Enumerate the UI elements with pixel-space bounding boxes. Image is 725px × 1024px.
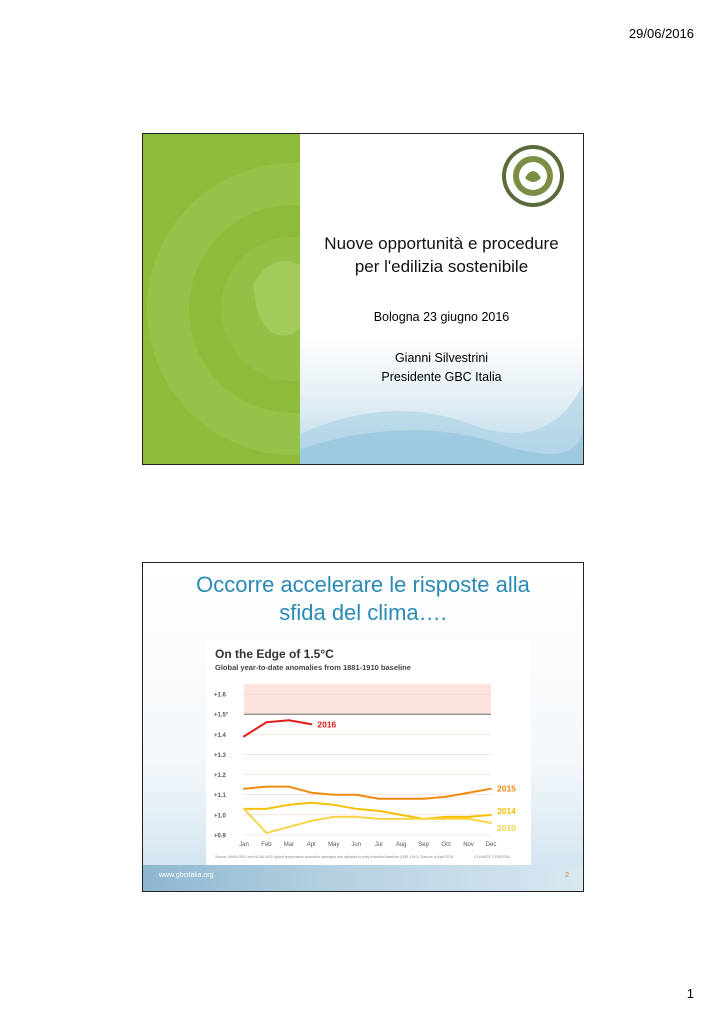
slide-title bbox=[143, 571, 583, 627]
footer-url: www.gbcitalia.org bbox=[159, 872, 214, 879]
x-tick-label: Sep bbox=[418, 842, 429, 848]
series-label: 2014 bbox=[497, 805, 516, 816]
y-tick-label: +1.1 bbox=[214, 793, 226, 800]
x-tick-label: Jun bbox=[351, 842, 362, 848]
y-tick-label: +1.4 bbox=[214, 732, 226, 739]
chart-title: On the Edge of 1.5°C bbox=[215, 647, 334, 661]
chart-credit: CLIMATE CENTRAL bbox=[474, 854, 511, 859]
slide-title-line1: Occorre accelerare le risposte alla bbox=[196, 572, 530, 597]
y-tick-label: +1.6 bbox=[214, 692, 226, 699]
place-date: Bologna 23 giugno 2016 bbox=[373, 310, 510, 324]
chart-source-note: Source: NASA GISS and NOAA NCEI global temperature anomalies averaged and adjusted to early industrial baseline (1881-1910). Data as of April 2016. bbox=[215, 855, 455, 859]
author-name: Gianni Silvestrini bbox=[394, 351, 489, 365]
slide-title-line2: sfida del clima…. bbox=[279, 600, 447, 625]
x-tick-label: Aug bbox=[395, 842, 407, 848]
slide-number: 2 bbox=[565, 872, 569, 879]
watermark-logo bbox=[143, 134, 300, 464]
green-side-panel bbox=[143, 134, 300, 464]
x-tick-label: Feb bbox=[261, 842, 272, 848]
x-tick-label: Jul bbox=[374, 842, 383, 848]
author-block bbox=[300, 349, 583, 387]
page-number: 1 bbox=[686, 986, 694, 1001]
slide-title-line1: Nuove opportunità e procedure bbox=[324, 234, 559, 253]
x-tick-label: Dec bbox=[485, 842, 497, 848]
y-tick-label: +1.5° bbox=[214, 712, 229, 719]
x-tick-label: Apr bbox=[306, 842, 317, 848]
climate-slide bbox=[142, 562, 584, 892]
y-tick-label: +1.3 bbox=[214, 752, 226, 759]
title-slide bbox=[142, 133, 584, 465]
gbc-italia-logo bbox=[501, 144, 565, 208]
temperature-chart bbox=[206, 640, 531, 865]
page-date: 29/06/2016 bbox=[628, 26, 694, 41]
x-tick-label: Oct bbox=[441, 842, 451, 848]
series-line-2010 bbox=[244, 809, 491, 833]
series-label: 2016 bbox=[317, 719, 337, 730]
chart-svg bbox=[206, 640, 531, 865]
slide-title bbox=[300, 232, 583, 278]
series-label: 2015 bbox=[497, 783, 516, 794]
y-tick-label: +1.2 bbox=[214, 773, 226, 780]
x-tick-label: Mar bbox=[283, 842, 295, 848]
series-label: 2010 bbox=[497, 822, 516, 833]
x-tick-label: May bbox=[328, 842, 340, 848]
series-line-2015 bbox=[244, 787, 491, 799]
slide-title-line2: per l'edilizia sostenibile bbox=[354, 257, 529, 276]
threshold-zone bbox=[244, 684, 491, 714]
series-line-2014 bbox=[244, 803, 491, 819]
y-tick-label: +0.9 bbox=[214, 833, 226, 840]
x-tick-label: Nov bbox=[463, 842, 474, 848]
x-tick-label: Jan bbox=[239, 842, 249, 848]
y-tick-label: +1.0 bbox=[214, 813, 226, 820]
chart-subtitle: Global year-to-date anomalies from 1881-1910 baseline bbox=[215, 663, 411, 672]
series-line-2016 bbox=[244, 720, 311, 736]
author-role: Presidente GBC Italia bbox=[381, 370, 502, 384]
